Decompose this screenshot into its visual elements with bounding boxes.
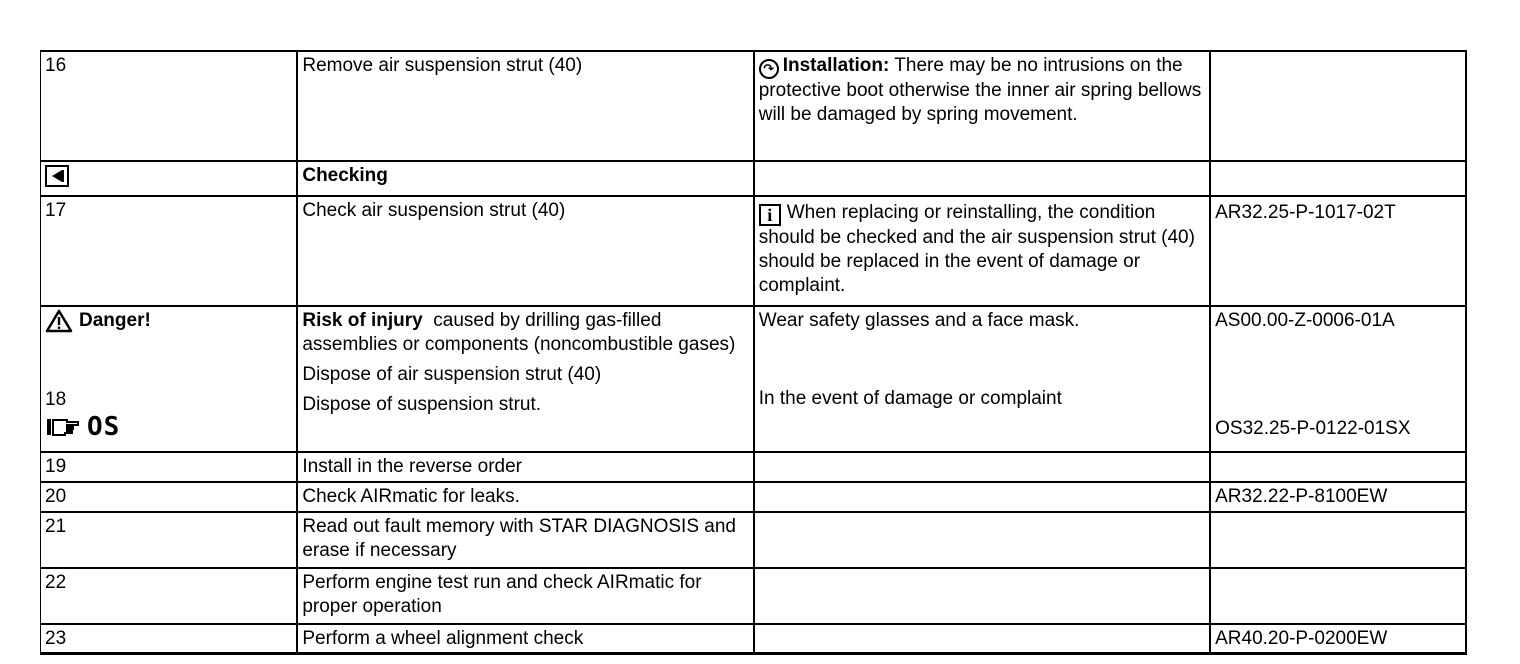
note-cell: [754, 51, 1210, 161]
reference-cell: [1210, 452, 1466, 482]
operation-text: Dispose of air suspension strut (40): [302, 364, 602, 385]
note-label: Installation:: [782, 55, 890, 76]
reference-link[interactable]: AR40.20-P-0200EW: [1210, 624, 1466, 654]
os-reference-marker: [45, 414, 120, 440]
note-cell: [754, 512, 1210, 568]
risk-label: Risk of injury: [302, 310, 423, 331]
installation-icon: ↷: [759, 59, 779, 79]
risk-description: caused by drilling gas-filled assemblies or components (noncombustible gases): [302, 310, 736, 355]
note-text: In the event of damage or complaint: [758, 388, 1062, 409]
reference-link[interactable]: AS00.00-Z-0006-01A: [1215, 310, 1395, 331]
operation-cell: [297, 306, 753, 452]
note-cell: [754, 624, 1210, 654]
pointing-hand-icon: [45, 416, 81, 438]
reference-link[interactable]: AR32.25-P-1017-02T: [1210, 196, 1466, 306]
table-row: [41, 161, 1467, 196]
table-row: [41, 196, 1467, 306]
check-icon-cell: [41, 161, 298, 196]
step-number: 18: [45, 389, 67, 410]
reference-cell: [1210, 512, 1466, 568]
table-row: [41, 482, 1467, 512]
procedure-table: [40, 50, 1467, 655]
step-number: 23: [41, 624, 298, 654]
os-operation-text: Dispose of suspension strut.: [302, 394, 542, 415]
note-cell: [754, 452, 1210, 482]
note-text: When replacing or reinstalling, the condition should be checked and the air suspension strut (40) should be replaced in the event of damage or complaint.: [758, 202, 1195, 296]
note-cell: [754, 568, 1210, 624]
danger-label: Danger!: [79, 310, 151, 331]
reference-cell: [1210, 161, 1466, 196]
info-icon: i: [759, 204, 781, 226]
step-number: 22: [41, 568, 298, 624]
step-number: 16: [41, 51, 298, 161]
step-number: 17: [41, 196, 298, 306]
danger-warning: [45, 309, 151, 333]
table-row: [41, 452, 1467, 482]
warning-triangle-icon: [45, 309, 73, 333]
check-icon: [45, 165, 69, 187]
operation-text: Remove air suspension strut (40): [297, 51, 753, 161]
risk-text: [302, 310, 735, 355]
operation-text: Read out fault memory with STAR DIAGNOSIS and erase if necessary: [297, 512, 753, 568]
reference-link[interactable]: AR32.22-P-8100EW: [1210, 482, 1466, 512]
note-cell: [754, 161, 1210, 196]
table-row: [41, 306, 1467, 452]
operation-text: Check air suspension strut (40): [297, 196, 753, 306]
note-cell: [754, 196, 1210, 306]
step-number: 19: [41, 452, 298, 482]
reference-cell: [1210, 306, 1466, 452]
note-cell: [754, 306, 1210, 452]
reference-cell: [1210, 568, 1466, 624]
operation-text: Perform engine test run and check AIRmatic for proper operation: [297, 568, 753, 624]
reference-link[interactable]: OS32.25-P-0122-01SX: [1215, 418, 1411, 439]
reference-cell: [1210, 51, 1466, 161]
note-cell: [754, 482, 1210, 512]
os-label: OS: [87, 412, 121, 442]
operation-text: Perform a wheel alignment check: [297, 624, 753, 654]
risk-note: Wear safety glasses and a face mask.: [758, 310, 1080, 331]
table-row: [41, 568, 1467, 624]
step-number: 21: [41, 512, 298, 568]
note-text: There may be no intrusions on the protective boot otherwise the inner air spring bellows will be damaged by spring movement.: [758, 55, 1202, 125]
section-heading: Checking: [297, 161, 753, 196]
step-number: 20: [41, 482, 298, 512]
operation-text: Install in the reverse order: [297, 452, 753, 482]
table-row: [41, 624, 1467, 654]
table-row: [41, 512, 1467, 568]
warning-cell: [41, 306, 298, 452]
table-row: [41, 51, 1467, 161]
operation-text: Check AIRmatic for leaks.: [297, 482, 753, 512]
